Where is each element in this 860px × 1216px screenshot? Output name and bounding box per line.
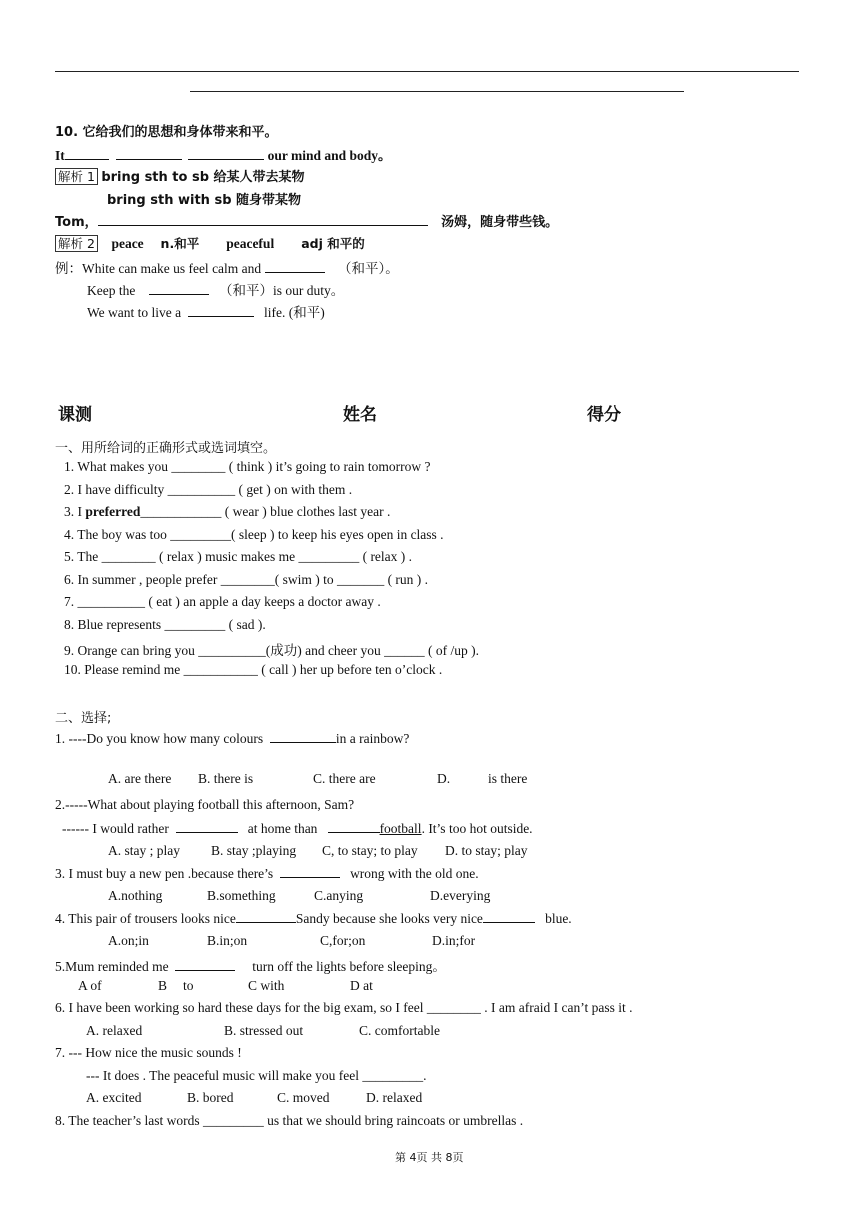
part-1-item-5: 5. The ________ ( relax ) music makes me _________ ( relax ) . — [64, 549, 413, 564]
example-3-start: We want to live a — [87, 305, 182, 320]
part-1-item-2: 2. I have difficulty __________ ( get ) on with them . — [64, 482, 353, 497]
example-2-end: （和平）is our duty。 — [218, 283, 345, 298]
question-7-option-b: B. bored — [187, 1090, 234, 1105]
question-6-option-c: C. comfortable — [359, 1023, 440, 1038]
question-1-option-d: D. — [437, 771, 451, 786]
question-4-option-a: A.on;in — [108, 933, 149, 948]
question-2-reply-a: ------ I would rather — [62, 821, 169, 836]
question-5-start: 5.Mum reminded me — [55, 959, 169, 974]
part-1-item-1: 1. What makes you ________ ( think ) it’s going to rain tomorrow ? — [64, 459, 431, 474]
question-7-option-c: C. moved — [277, 1090, 330, 1105]
part-1-item-3-rest: ____________ ( wear ) blue clothes last year . — [140, 504, 391, 519]
question-3-option-b: B.something — [207, 888, 276, 903]
example-3 — [87, 301, 325, 321]
part-1-item-3 — [64, 504, 390, 520]
part-1-item-10: 10. Please remind me ___________ ( call ) her up before ten o’clock . — [64, 662, 443, 677]
question-2-option-d: D. to stay; play — [445, 843, 528, 858]
name-label: 姓名 — [343, 405, 377, 425]
note-1-text: bring sth to sb 给某人带去某物 — [101, 170, 305, 185]
question-4-option-b: B.in;on — [207, 933, 248, 948]
part-1-title: 一、用所给词的正确形式或选词填空。 — [55, 441, 277, 456]
example-1-start: 例：White can make us feel calm and — [55, 261, 262, 276]
question-3-option-d: D.everying — [430, 888, 491, 903]
question-7-option-d: D. relaxed — [366, 1090, 423, 1105]
question-5-end: turn off the lights before sleeping。 — [252, 959, 446, 974]
question-1-start: 1. ----Do you know how many colours — [55, 731, 264, 746]
question-5-option-b: B — [158, 978, 168, 993]
section-10-title: 10. 它给我们的思想和身体带来和平。 — [55, 125, 278, 140]
question-4-mid: Sandy because she looks very nice — [295, 911, 483, 926]
question-2-reply-b: at home than — [247, 821, 318, 836]
note-2 — [55, 234, 365, 252]
question-4-end: blue. — [545, 911, 572, 926]
quiz-title: 课测 — [58, 405, 92, 425]
question-3-end: wrong with the old one. — [350, 866, 479, 881]
question-6: 6. I have been working so hard these days for the big exam, so I feel ________ . I am afraid I can’t pass it . — [55, 1000, 633, 1015]
note-1-tag: 解析 1 — [55, 168, 98, 185]
question-3-option-c: C.anying — [314, 888, 364, 903]
header-rule — [55, 71, 799, 72]
example-3-end: life. (和平) — [264, 305, 325, 320]
question-5-option-c: C with — [248, 978, 285, 993]
question-3-start: 3. I must buy a new pen .because there’s — [55, 866, 274, 881]
question-2-reply-c: football — [379, 821, 422, 836]
tom-line-end: 汤姆，随身带些钱。 — [441, 215, 559, 230]
note-2-adj: adj 和平的 — [301, 236, 365, 251]
question-2-option-a: A. stay ; play — [108, 843, 180, 858]
note-2-peaceful: peaceful — [226, 236, 275, 251]
question-4-option-c: C,for;on — [320, 933, 366, 948]
question-6-option-a: A. relaxed — [86, 1023, 143, 1038]
note-1-text-2: bring sth with sb 随身带某物 — [107, 193, 302, 208]
question-2-option-b: B. stay ;playing — [211, 843, 297, 858]
page-footer: 第 4页 共 8页 — [395, 1151, 464, 1164]
note-2-tag: 解析 2 — [55, 235, 98, 252]
part-1-item-9: 9. Orange can bring you __________(成功) and cheer you ______ ( of /up ). — [64, 643, 480, 658]
tom-line-start: Tom， — [55, 215, 98, 230]
question-1-option-d-text: is there — [488, 771, 528, 786]
note-2-noun: n.和平 — [160, 236, 200, 251]
part-1-item-3-bold: preferred — [85, 504, 141, 519]
question-2: 2.-----What about playing football this afternoon, Sam? — [55, 797, 355, 812]
question-4-option-d: D.in;for — [432, 933, 476, 948]
question-5 — [55, 955, 446, 975]
question-7: 7. --- How nice the music sounds ! — [55, 1045, 242, 1060]
example-2-start: Keep the — [87, 283, 136, 298]
question-2-option-c: C, to stay; to play — [322, 843, 418, 858]
question-5-option-d: D at — [350, 978, 373, 993]
question-4 — [55, 910, 572, 927]
question-3 — [55, 865, 479, 882]
part-1-item-3-lead: 3. I — [64, 504, 86, 519]
question-3-option-a: A.nothing — [108, 888, 163, 903]
score-label: 得分 — [587, 405, 621, 425]
note-2-peace: peace — [111, 236, 144, 251]
question-2-reply — [62, 820, 533, 837]
part-1-item-8: 8. Blue represents _________ ( sad ). — [64, 617, 266, 632]
question-1-option-b: B. there is — [198, 771, 254, 786]
blank-line-end: our mind and body。 — [264, 148, 392, 163]
part-2-title: 二、选择; — [55, 711, 112, 726]
question-7-reply: --- It does . The peaceful music will make you feel _________. — [86, 1068, 427, 1083]
question-1-option-c: C. there are — [313, 771, 376, 786]
example-1-end: （和平）。 — [338, 261, 399, 276]
question-4-start: 4. This pair of trousers looks nice — [55, 911, 236, 926]
question-1-end: in a rainbow? — [335, 731, 410, 746]
example-1 — [55, 257, 399, 277]
question-7-option-a: A. excited — [86, 1090, 142, 1105]
question-1-option-a: A. are there — [108, 771, 172, 786]
question-6-option-b: B. stressed out — [224, 1023, 304, 1038]
question-1 — [55, 730, 409, 747]
tom-line — [55, 211, 558, 230]
part-1-item-6: 6. In summer , people prefer ________( swim ) to _______ ( run ) . — [64, 572, 429, 587]
example-2 — [87, 279, 344, 299]
part-1-item-4: 4. The boy was too _________( sleep ) to keep his eyes open in class . — [64, 527, 444, 542]
part-1-item-7: 7. __________ ( eat ) an apple a day keeps a doctor away . — [64, 594, 381, 609]
note-1 — [55, 166, 305, 185]
question-8: 8. The teacher’s last words _________ us that we should bring raincoats or umbrellas . — [55, 1113, 524, 1128]
blank-line-start: It — [55, 148, 65, 163]
question-5-option-a: A of — [78, 978, 102, 993]
question-2-reply-d: . It’s too hot outside. — [421, 821, 533, 836]
header-subrule — [190, 91, 684, 92]
section-10-blank-line — [55, 144, 392, 164]
question-5-option-b-text: to — [183, 978, 194, 993]
